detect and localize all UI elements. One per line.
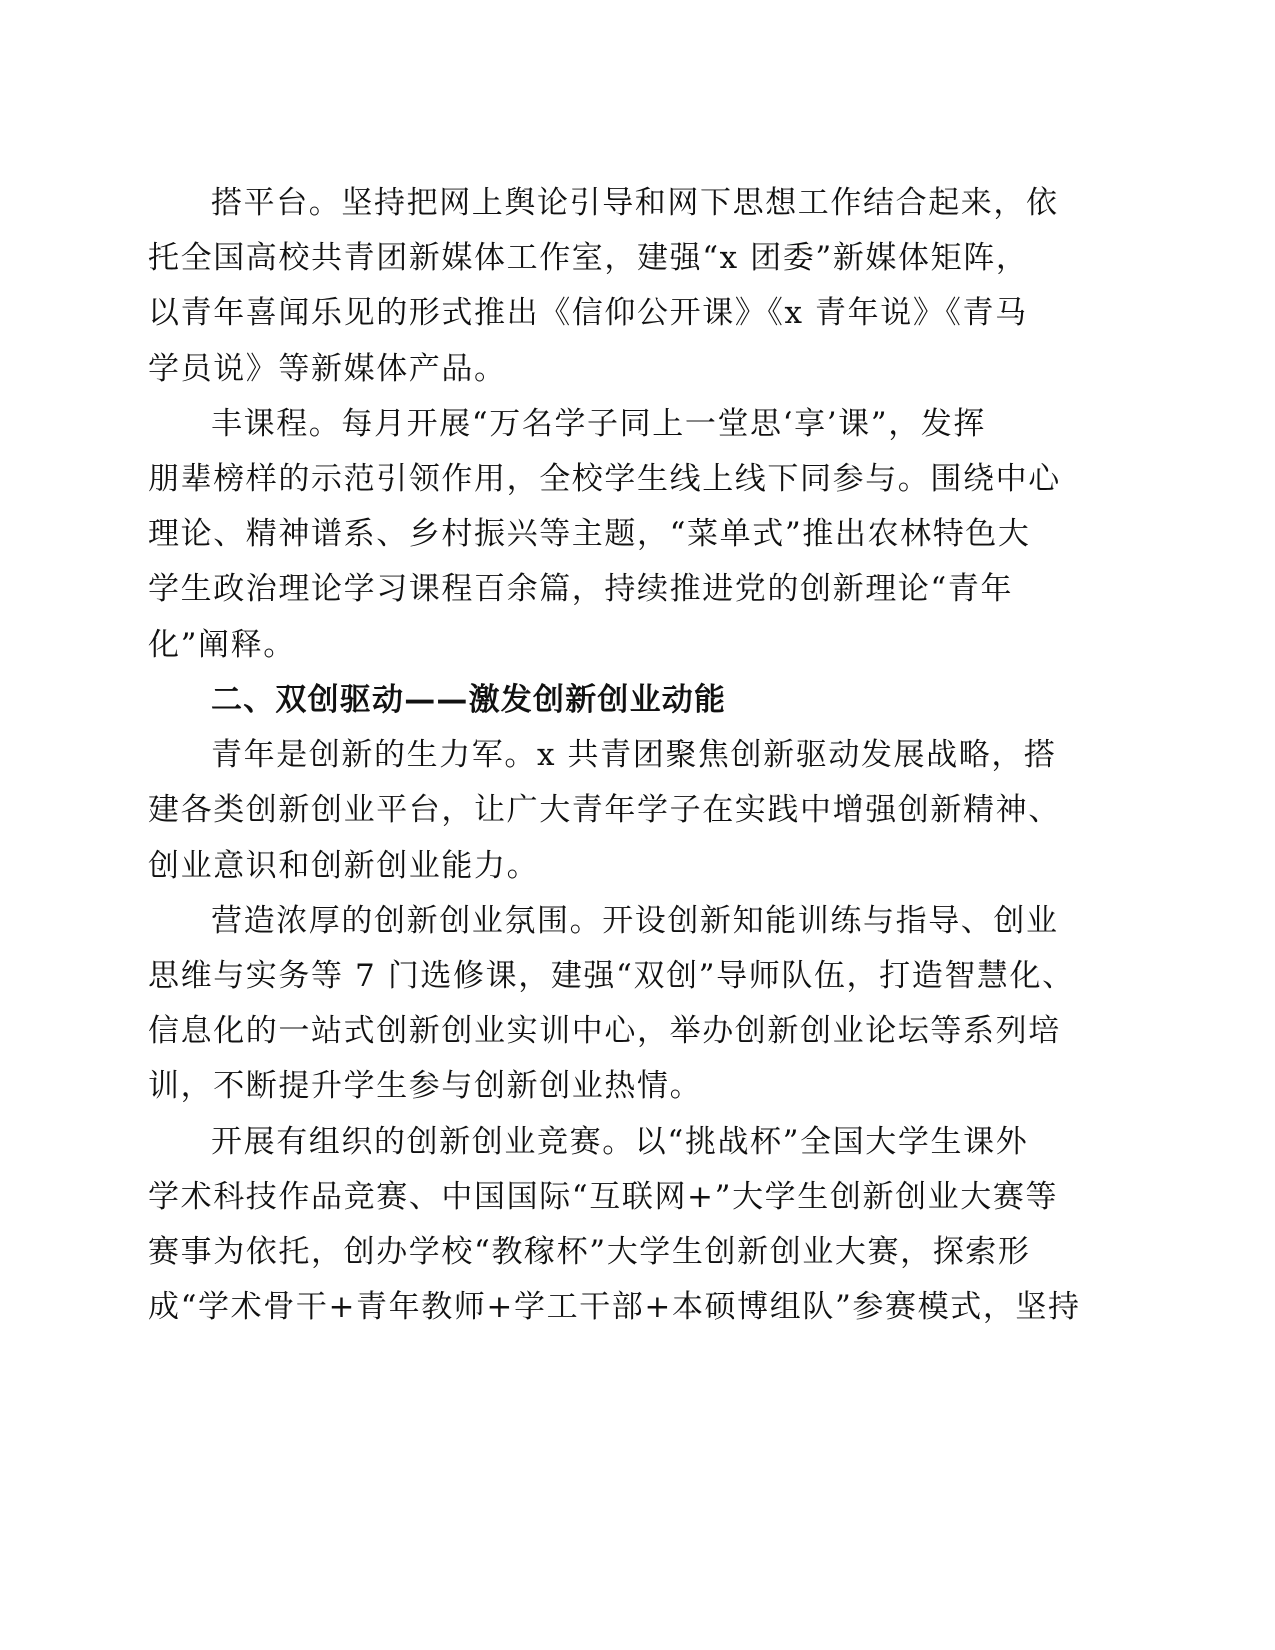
section-heading: 二、双创驱动——激发创新创业动能 (211, 682, 727, 718)
body-text-line: 学术科技作品竞赛、中国国际“互联网+”大学生创新创业大赛等 (148, 1179, 1059, 1215)
body-text-line: 学员说》等新媒体产品。 (148, 351, 507, 387)
body-text-line: 理论、精神谱系、乡村振兴等主题，“菜单式”推出农林特色大 (148, 516, 1031, 552)
body-text-line: 以青年喜闻乐见的形式推出《信仰公开课》《x 青年说》《青马 (148, 295, 1028, 331)
body-text-line: 创业意识和创新创业能力。 (148, 848, 540, 884)
body-text-line: 赛事为依托，创办学校“教稼杯”大学生创新创业大赛，探索形 (148, 1234, 1031, 1270)
body-text-line: 营造浓厚的创新创业氛围。开设创新知能训练与指导、创业 (211, 903, 1059, 939)
body-text-line: 化”阐释。 (148, 627, 296, 663)
body-text-line: 托全国高校共青团新媒体工作室，建强“x 团委”新媒体矩阵， (148, 240, 1029, 276)
body-text-line: 丰课程。每月开展“万名学子同上一堂思‘享’课”，发挥 (211, 406, 987, 442)
body-text-line: 思维与实务等 7 门选修课，建强“双创”导师队伍，打造智慧化、 (148, 958, 1075, 994)
body-text-line: 朋辈榜样的示范引领作用，全校学生线上线下同参与。围绕中心 (148, 461, 1061, 497)
body-text-line: 建各类创新创业平台，让广大青年学子在实践中增强创新精神、 (148, 792, 1061, 828)
body-text-line: 搭平台。坚持把网上舆论引导和网下思想工作结合起来，依 (211, 185, 1059, 221)
body-text-line: 开展有组织的创新创业竞赛。以“挑战杯”全国大学生课外 (211, 1124, 1029, 1160)
body-text-line: 学生政治理论学习课程百余篇，持续推进党的创新理论“青年 (148, 571, 1014, 607)
body-text-line: 成“学术骨干+青年教师+学工干部+本硕博组队”参赛模式，坚持 (148, 1289, 1081, 1325)
body-text-line: 信息化的一站式创新创业实训中心，举办创新创业论坛等系列培 (148, 1013, 1061, 1049)
body-text-line: 青年是创新的生力军。x 共青团聚焦创新驱动发展战略，搭 (211, 737, 1057, 773)
body-text-line: 训，不断提升学生参与创新创业热情。 (148, 1068, 703, 1104)
